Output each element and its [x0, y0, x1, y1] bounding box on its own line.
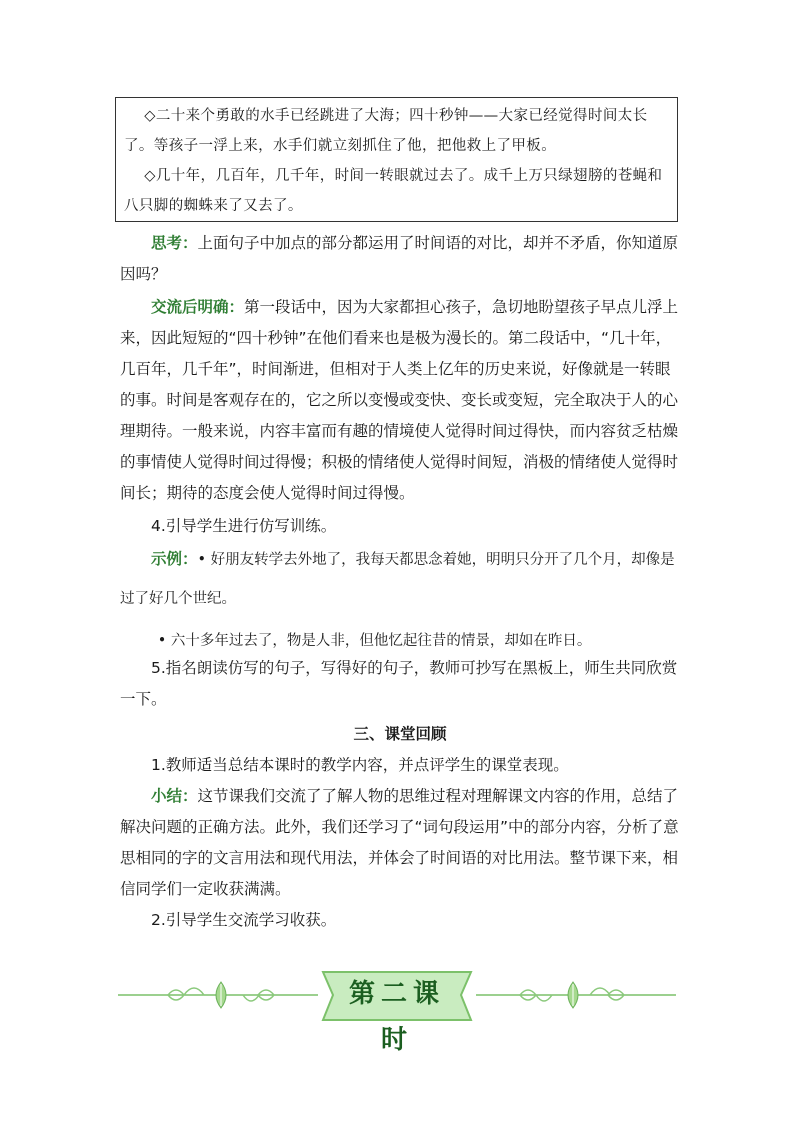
main-text	[120, 228, 680, 542]
summary-text: 这节课我们交流了了解人物的思维过程对理解课文内容的作用，总结了解决问题的正确方法。此外，我们还学习了“词句段运用”中的部分内容，分析了意思相同的字的文言用法和现代用法，并体会了时间语的对比用法。整节课下来，相信同学们一定收获满满。	[120, 787, 679, 898]
summary-paragraph	[120, 781, 680, 905]
example-paragraph	[120, 540, 680, 618]
think-label: 思考：	[151, 234, 198, 252]
clarify-text: 第一段话中，因为大家都担心孩子，急切地盼望孩子早点儿浮上来，因此短短的“四十秒钟”在他们看来也是极为漫长的。第二段话中，“几十年，几百年，几千年”，时间渐进，但相对于人类上亿年的历史来说，好像就是一转眼的事。时间是客观存在的，它之所以变慢或变快、变长或变短，完全取决于人的心理期待。一般来说，内容丰富而有趣的情境使人觉得时间过得快，而内容贫乏枯燥的事情使人觉得时间过得慢；积极的情绪使人觉得时间短，消极的情绪使人觉得时间长；期待的态度会使人觉得时间过得慢。	[120, 298, 679, 502]
quote-box	[115, 97, 678, 222]
think-text: 上面句子中加点的部分都运用了时间语的对比，却并不矛盾，你知道原因吗？	[120, 234, 679, 283]
step-4: 4.引导学生进行仿写训练。	[151, 517, 337, 535]
step-5: 5.指名朗读仿写的句子，写得好的句子，教师可抄写在黑板上，师生共同欣赏一下。	[120, 659, 678, 708]
clarify-paragraph	[120, 292, 680, 509]
review-1: 1.教师适当总结本课时的教学内容，并点评学生的课堂表现。	[151, 756, 569, 774]
summary-label: 小结：	[151, 787, 198, 805]
section-3-heading: 三、课堂回顾	[353, 725, 447, 743]
quote-line-2: ◇几十年，几百年，几千年，时间一转眼就过去了。成千上万只绿翅膀的苍蝇和八只脚的蜘蛛来了又去了。	[124, 168, 663, 214]
lesson-title: 第二课时	[348, 979, 445, 1055]
think-paragraph	[120, 228, 680, 290]
quote-line-1: ◇二十来个勇敢的水手已经跳进了大海；四十秒钟——大家已经觉得时间太长了。等孩子一浮上来，水手们就立刻抓住了他，把他救上了甲板。	[124, 108, 648, 154]
example-item-2: • 六十多年过去了，物是人非，但他忆起往昔的情景，却如在昨日。	[157, 633, 592, 649]
example-block	[120, 540, 680, 660]
example-item-1: • 好朋友转学去外地了，我每天都思念着她，明明只分开了几个月，却像是过了好几个世纪。	[120, 552, 675, 607]
clarify-label: 交流后明确：	[151, 298, 245, 316]
example-label: 示例：	[151, 550, 198, 568]
review-2: 2.引导学生交流学习收获。	[151, 911, 337, 929]
later-text	[120, 653, 680, 936]
